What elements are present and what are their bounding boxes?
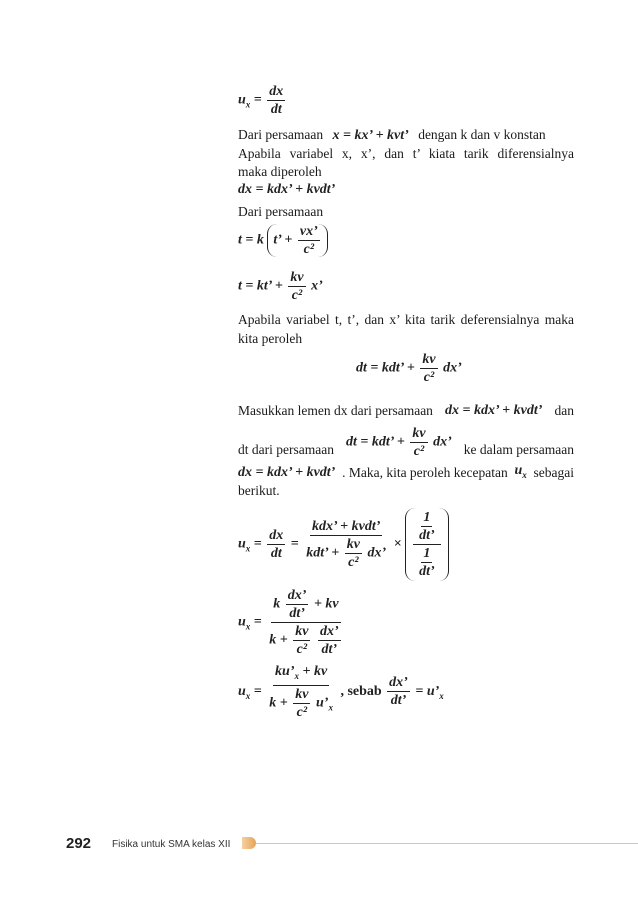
formula-dt-inline: dt = kdt’ + $\frac{kv}{\text{c²}}$ dx’ bbox=[346, 426, 452, 459]
footer-rule bbox=[256, 843, 638, 844]
formula-ux-step2: $u_x$ = k $\frac{dx’}{dt’}$ + kv k + $\frac{kv}{\text{c²}}$ $\frac{dx’}{dt’}$ bbox=[238, 588, 339, 657]
formula-ux-final: $u_x$ = $ku’_x$ + kv k + $\frac{kv}{\text{c²}}$ $u’_x$ , sebab $\frac{dx’}{dt’}$ = $u’_x$ bbox=[238, 664, 444, 720]
page-footer bbox=[66, 834, 638, 854]
text-line-6: kita peroleh bbox=[238, 331, 303, 346]
formula-t-paren: t = k t’ + $\frac{vx’}{\text{c²}}$ bbox=[238, 224, 328, 257]
formula-dx-inline: dx = kdx’ + kvdt’ bbox=[445, 403, 543, 418]
text-line-10: berikut. bbox=[238, 483, 280, 498]
text-line-5: Apabila variabel t, t’, dan x’ kita tarik deferensialnya maka bbox=[238, 312, 574, 327]
formula-dx: dx = kdx’ + kvdt’ bbox=[238, 182, 336, 197]
book-title: Fisika untuk SMA kelas XII bbox=[112, 839, 231, 850]
formula-t-expanded: t = kt’ + $\frac{kv}{\text{c²}}$ x’ bbox=[238, 270, 323, 303]
page-number: 292 bbox=[66, 835, 92, 852]
text-line-9: dx = kdx’ + kvdt’ . Maka, kita peroleh kecepatan $u_x$ sebagai bbox=[238, 463, 574, 480]
formula-ux-big: $u_x$ = $\frac{dx}{dt}$ = kdx’ + kvdt’ kdt’ + $\frac{kv}{\text{c²}}$ dx’ × $\frac{1}{dt’}$ $\frac{1}{dt’}$ bbox=[238, 508, 449, 581]
text-line-7: Masukkan lemen dx dari persamaan dx = kdx’ + kvdt’ dan bbox=[238, 403, 574, 418]
text-line-1: Dari persamaan x = kx’ + kvt’ dengan k dan v konstan bbox=[238, 127, 546, 143]
formula-dt: dt = kdt’ + $\frac{kv}{\text{c²}}$ dx’ bbox=[356, 352, 462, 385]
footer-tab-decoration bbox=[242, 837, 256, 849]
formula-x: x = kx’ + kvt’ bbox=[332, 128, 409, 143]
formula-ux-dxdt: $u_x$ = $\frac{dx}{dt}$ bbox=[238, 84, 284, 117]
text-line-3: maka diperoleh bbox=[238, 164, 322, 179]
text-line-4: Dari persamaan bbox=[238, 204, 324, 219]
text-line-2: Apabila variabel x, x’, dan t’ kiata tarik diferensialnya bbox=[238, 146, 574, 161]
text-line-8: dt dari persamaan dt = kdt’ + $\frac{kv}{\text{c²}}$ dx’ ke dalam persamaan bbox=[238, 426, 574, 459]
formula-dx-inline-2: dx = kdx’ + kvdt’ bbox=[238, 464, 336, 480]
